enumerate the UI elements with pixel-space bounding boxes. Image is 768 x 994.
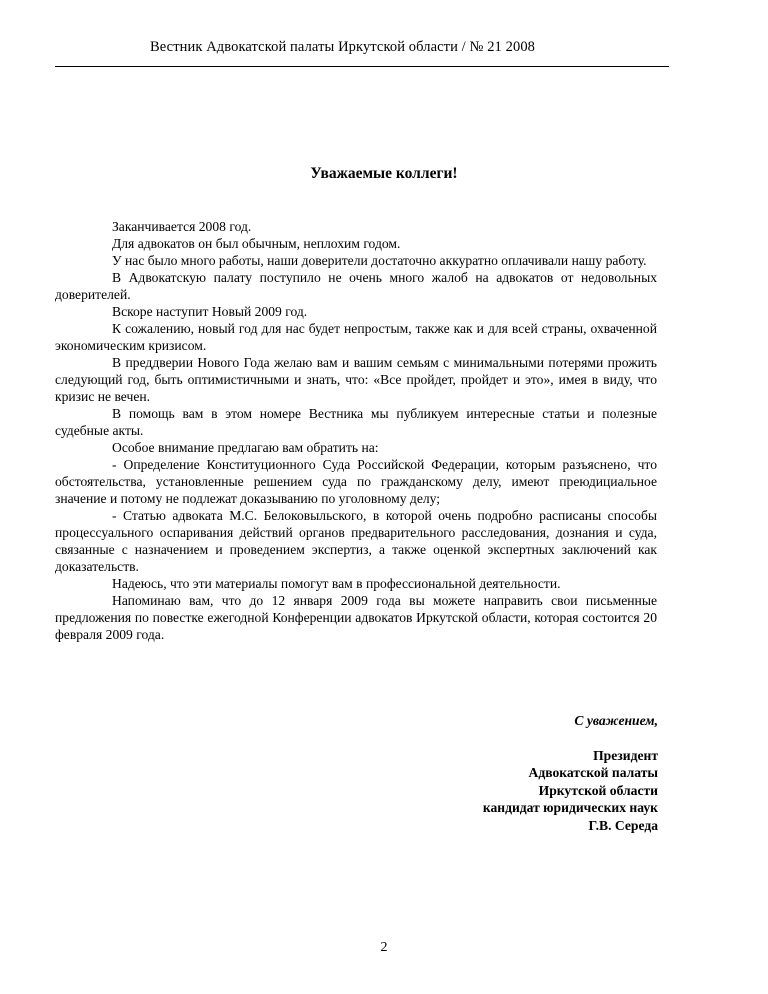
paragraph: - Статью адвоката М.С. Белоковыльского, в которой очень подробно расписаны способы процессуального оспаривания действий органов предварительного расследования, дознания и суда, связанные с назначением и проведением экспертиз, а также оценкой экспертных заключений как доказательств. — [55, 508, 657, 574]
paragraph: В преддверии Нового Года желаю вам и вашим семьям с минимальными потерями прожить следующий год, быть оптимистичными и знать, что: «Все пройдет, пройдет и это», имея в виду, что кризис не вечен. — [55, 355, 657, 404]
paragraph: К сожалению, новый год для нас будет непростым, также как и для всей страны, охваченной экономическим кризисом. — [55, 321, 657, 353]
letter-body — [55, 218, 657, 643]
header-divider — [55, 66, 669, 67]
paragraph: Надеюсь, что эти материалы помогут вам в профессиональной деятельности. — [112, 576, 561, 591]
signer-name: Г.В. Середа — [588, 817, 658, 833]
signer-position: Президент — [593, 747, 658, 763]
closing-phrase: С уважением, — [574, 713, 658, 728]
paragraph: Особое внимание предлагаю вам обратить на: — [112, 440, 379, 455]
paragraph: Для адвокатов он был обычным, неплохим годом. — [112, 236, 401, 251]
paragraph: - Определение Конституционного Суда Российской Федерации, которым разъяснено, что обстоятельства, установленные решением суда по гражданскому делу, имеют преюдициальное значение и потому не подлежат доказыванию по уголовному делу; — [55, 457, 657, 506]
paragraph: Напоминаю вам, что до 12 января 2009 года вы можете направить свои письменные предложения по повестке ежегодной Конференции адвокатов Иркутской области, которая состоится 20 февраля 2009 года. — [55, 593, 657, 642]
running-header: Вестник Адвокатской палаты Иркутской области / № 21 2008 — [150, 39, 536, 55]
paragraph: Вскоре наступит Новый 2009 год. — [112, 304, 308, 319]
signer-degree: кандидат юридических наук — [482, 800, 658, 815]
paragraph: В помощь вам в этом номере Вестника мы публикуем интересные статьи и полезные судебные акты. — [55, 406, 657, 438]
paragraph: У нас было много работы, наши доверители достаточно аккуратно оплачивали нашу работу. — [112, 253, 647, 268]
letter-title: Уважаемые коллеги! — [310, 165, 458, 182]
paragraph: Заканчивается 2008 год. — [112, 219, 252, 234]
paragraph: В Адвокатскую палату поступило не очень много жалоб на адвокатов от недовольных доверителей. — [55, 270, 657, 302]
signature-block — [483, 712, 658, 834]
signer-region: Иркутской области — [538, 782, 658, 798]
page-number: 2 — [380, 940, 388, 955]
signer-organization: Адвокатской палаты — [528, 765, 658, 780]
